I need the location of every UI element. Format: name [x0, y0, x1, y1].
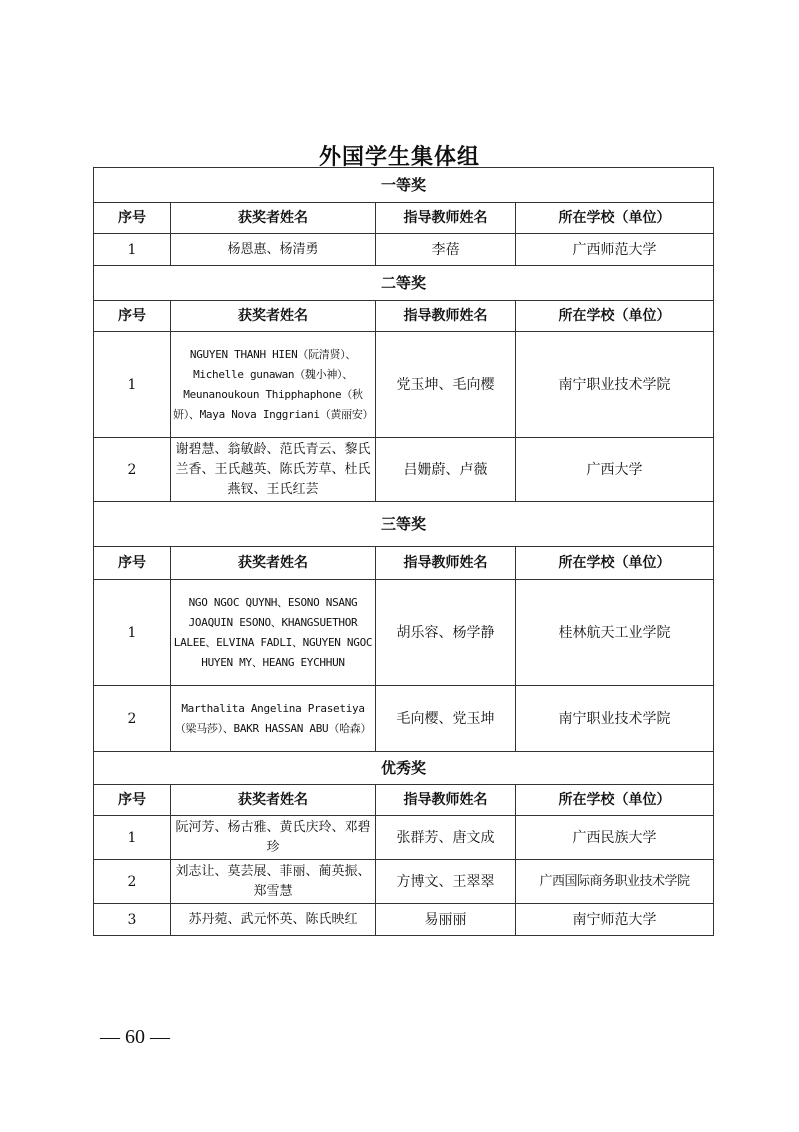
cell-school: 南宁职业技术学院 [516, 686, 714, 752]
cell-winners: NGO NGOC QUYNH、ESONO NSANG JOAQUIN ESONO、KHANGSUETHOR LALEE、ELVINA FADLI、NGUYEN NGOC HUYEN MY、HEANG EYCHHUN [171, 580, 376, 686]
table-row [94, 816, 714, 860]
cell-school: 广西大学 [516, 438, 714, 502]
cell-seq: 3 [94, 904, 171, 936]
cell-seq: 2 [94, 686, 171, 752]
table-row [94, 580, 714, 686]
cell-teacher: 方博文、王翠翠 [376, 860, 516, 904]
cell-teacher: 吕姗蔚、卢薇 [376, 438, 516, 502]
cell-school: 广西师范大学 [516, 234, 714, 266]
cell-seq: 1 [94, 816, 171, 860]
header-seq: 序号 [94, 203, 171, 234]
cell-teacher: 易丽丽 [376, 904, 516, 936]
cell-seq: 1 [94, 332, 171, 438]
cell-winners: 谢碧慧、翁敏龄、范氏青云、黎氏兰香、王氏越英、陈氏芳草、杜氏燕钗、王氏红芸 [171, 438, 376, 502]
cell-school: 广西民族大学 [516, 816, 714, 860]
cell-seq: 1 [94, 234, 171, 266]
header-winners: 获奖者姓名 [171, 203, 376, 234]
header-winners: 获奖者姓名 [171, 547, 376, 580]
header-school: 所在学校（单位） [516, 785, 714, 816]
section-title: 三等奖 [94, 502, 714, 547]
cell-winners: Marthalita Angelina Prasetiya（梁马莎）、BAKR HASSAN ABU（哈森） [171, 686, 376, 752]
award-table [93, 167, 714, 936]
cell-winners: 阮河芳、杨古雅、黄氏庆玲、邓碧珍 [171, 816, 376, 860]
section-title: 一等奖 [94, 168, 714, 203]
cell-seq: 2 [94, 438, 171, 502]
page-number: — 60 — [100, 1026, 170, 1048]
header-school: 所在学校（单位） [516, 301, 714, 332]
cell-school: 广西国际商务职业技术学院 [516, 860, 714, 904]
header-winners: 获奖者姓名 [171, 301, 376, 332]
header-teacher: 指导教师姓名 [376, 547, 516, 580]
cell-winners: NGUYEN THANH HIEN（阮清贤）、Michelle gunawan（魏小神）、Meunanoukoun Thipphaphone（秋妍）、Maya Nova Inggriani（黄丽安） [171, 332, 376, 438]
header-seq: 序号 [94, 547, 171, 580]
cell-seq: 1 [94, 580, 171, 686]
cell-teacher: 党玉坤、毛向樱 [376, 332, 516, 438]
cell-seq: 2 [94, 860, 171, 904]
header-school: 所在学校（单位） [516, 203, 714, 234]
cell-winners: 苏丹菀、武元怀英、陈氏映红 [171, 904, 376, 936]
cell-teacher: 李蓓 [376, 234, 516, 266]
page-title: 外国学生集体组 [318, 145, 480, 170]
header-seq: 序号 [94, 301, 171, 332]
cell-school: 南宁职业技术学院 [516, 332, 714, 438]
header-teacher: 指导教师姓名 [376, 301, 516, 332]
cell-teacher: 胡乐容、杨学静 [376, 580, 516, 686]
table-row [94, 438, 714, 502]
cell-school: 南宁师范大学 [516, 904, 714, 936]
table-row [94, 686, 714, 752]
table-row [94, 860, 714, 904]
header-teacher: 指导教师姓名 [376, 203, 516, 234]
table-row [94, 234, 714, 266]
table-row [94, 332, 714, 438]
cell-school: 桂林航天工业学院 [516, 580, 714, 686]
section-title: 二等奖 [94, 266, 714, 301]
section-title: 优秀奖 [94, 752, 714, 785]
header-seq: 序号 [94, 785, 171, 816]
header-winners: 获奖者姓名 [171, 785, 376, 816]
header-school: 所在学校（单位） [516, 547, 714, 580]
cell-teacher: 毛向樱、党玉坤 [376, 686, 516, 752]
table-row [94, 904, 714, 936]
cell-winners: 刘志让、莫芸展、菲丽、蔺英振、郑雪慧 [171, 860, 376, 904]
cell-winners: 杨恩惠、杨清勇 [171, 234, 376, 266]
header-teacher: 指导教师姓名 [376, 785, 516, 816]
cell-teacher: 张群芳、唐文成 [376, 816, 516, 860]
